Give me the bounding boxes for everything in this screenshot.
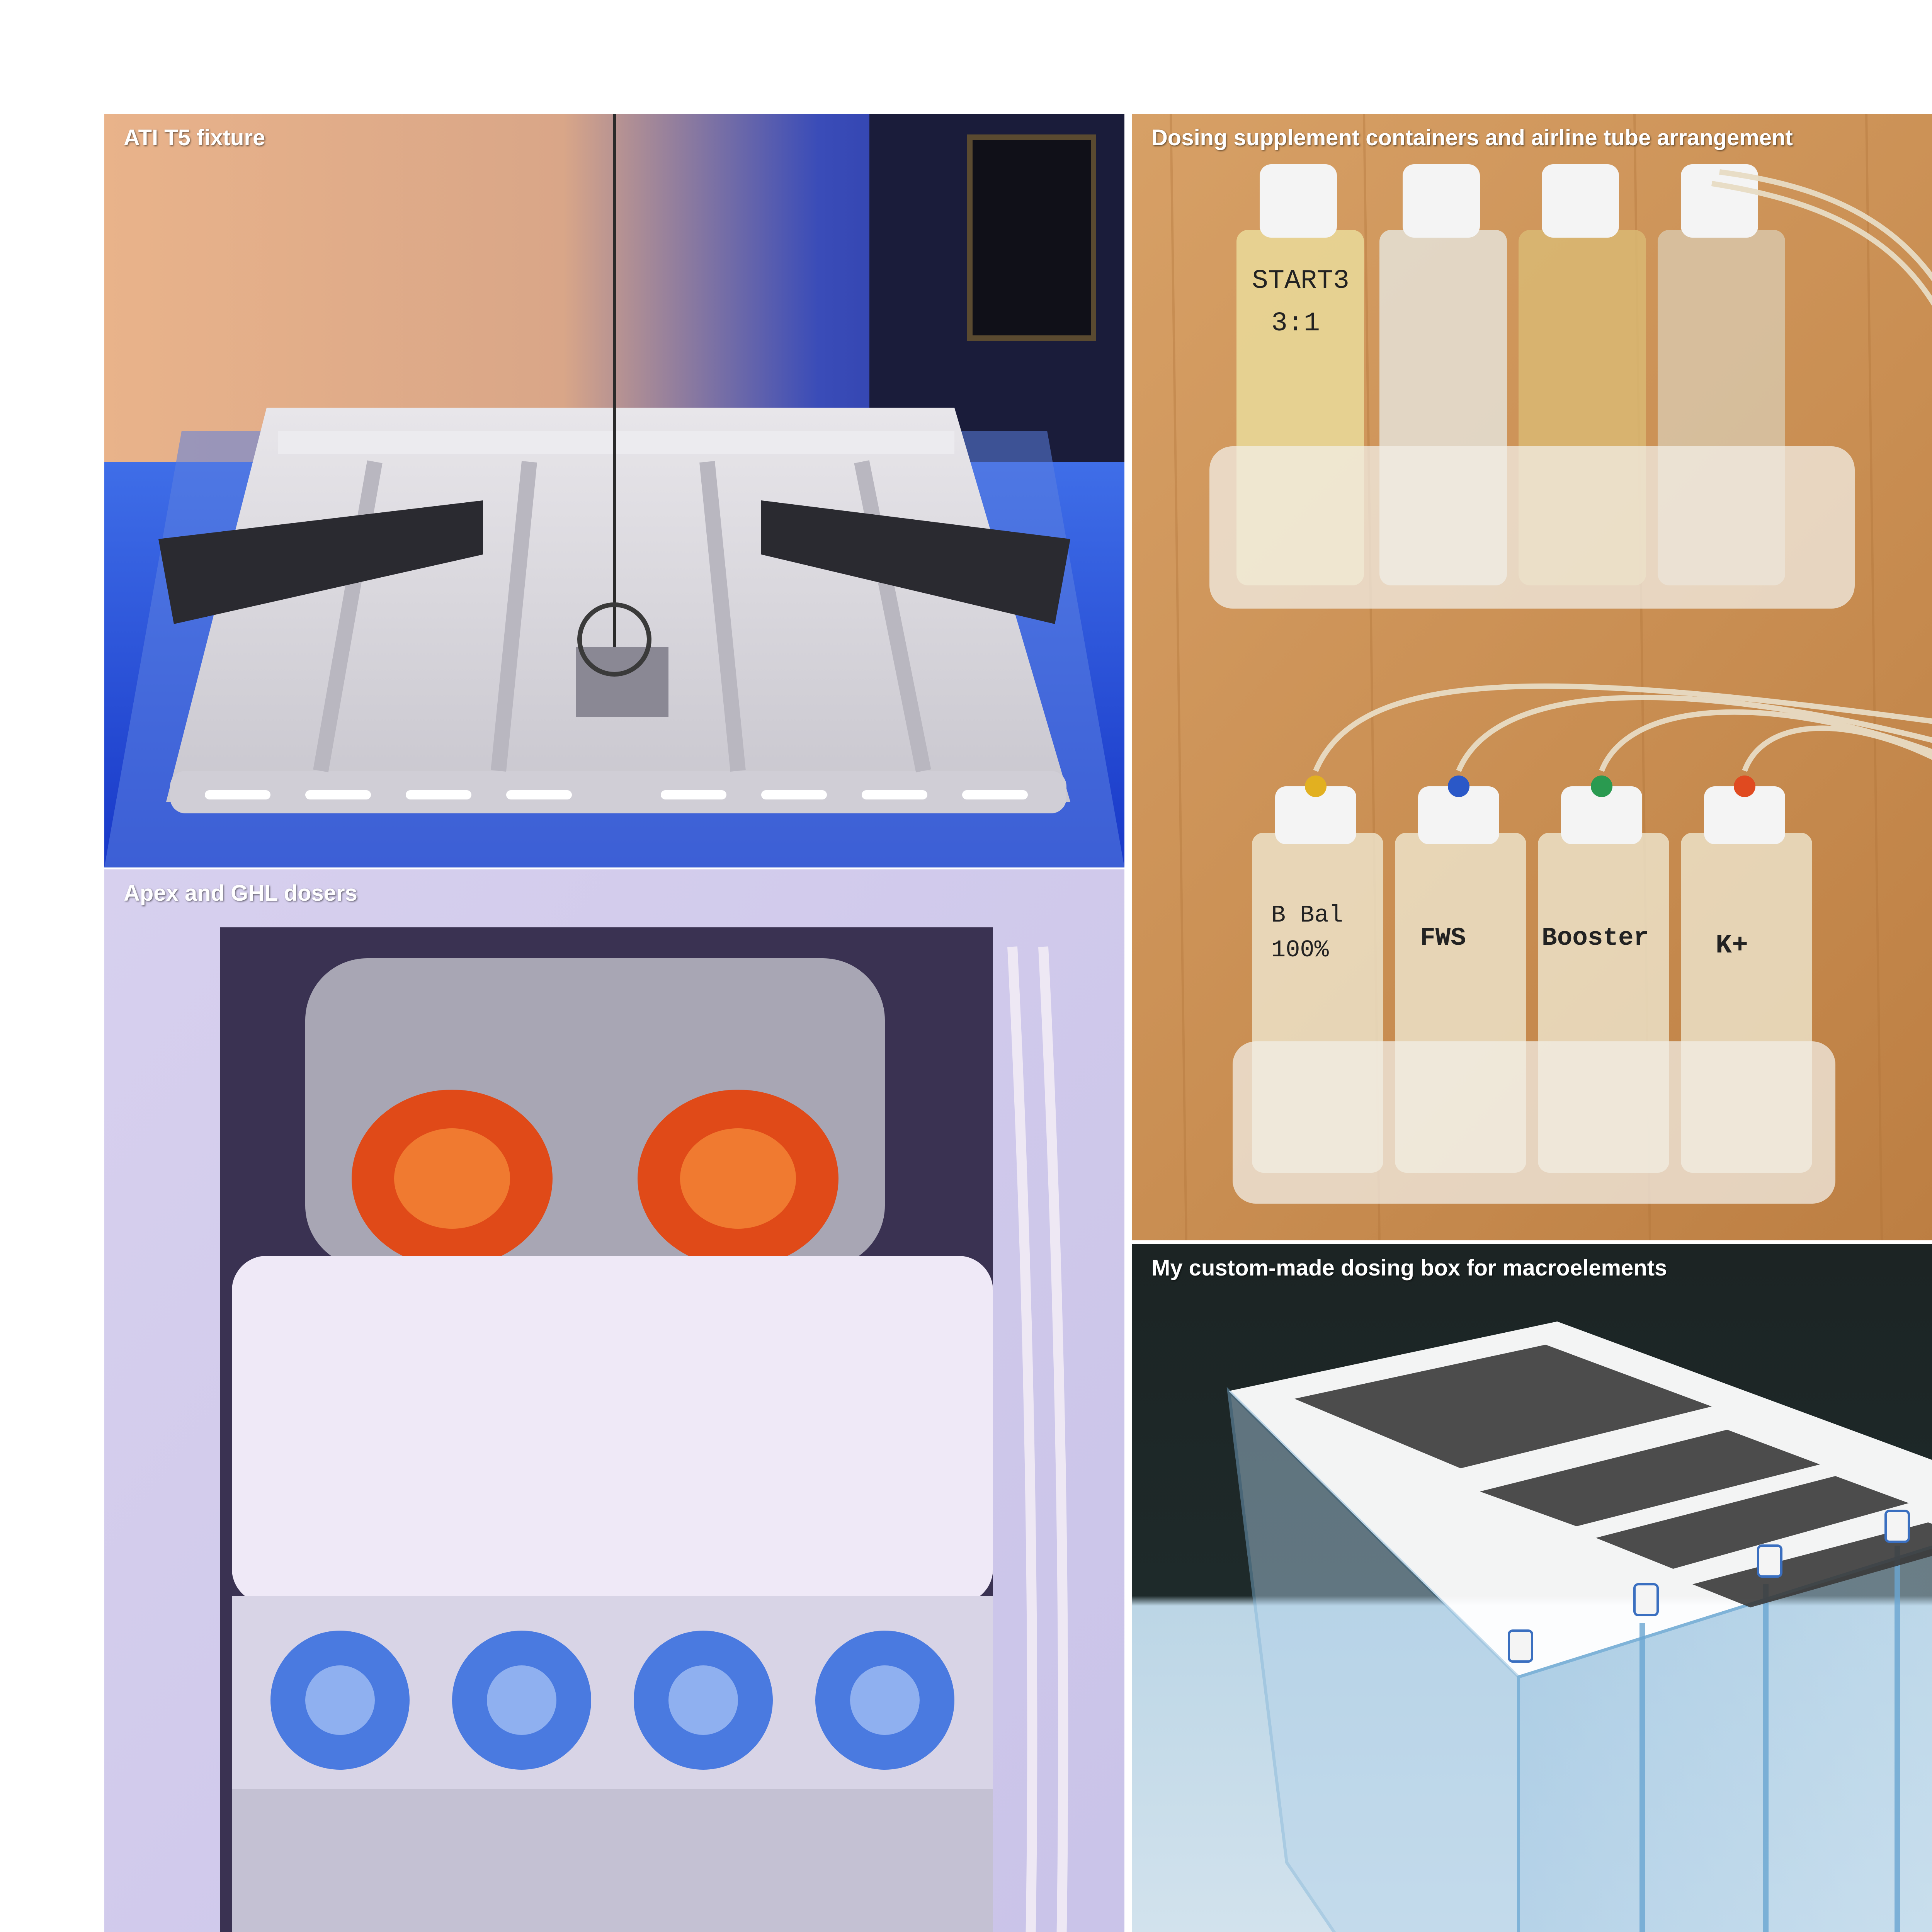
photo-apex-ghl-dosers (104, 869, 1124, 1932)
bottle-label-fws: FWS (1420, 923, 1466, 952)
photo-custom-dosing-box (1132, 1244, 1932, 1932)
bottle-label-start3: START3 (1252, 266, 1350, 296)
bottle-label-kplus: K+ (1716, 930, 1748, 961)
caption-dosing-containers: Dosing supplement containers and airline tube arrangement (1151, 125, 1793, 150)
custom-dosing-box-illustration (1132, 1244, 1932, 1932)
apex-ghl-dosers-illustration (104, 869, 1124, 1932)
caption-ati-t5-fixture: ATI T5 fixture (124, 125, 265, 150)
bottle-label-ratio: 3:1 (1271, 308, 1320, 339)
dosing-containers-illustration (1132, 114, 1932, 1240)
photo-dosing-containers (1132, 114, 1932, 1240)
photo-ati-t5-fixture (104, 114, 1124, 867)
bottle-label-booster: Booster (1542, 923, 1649, 952)
caption-custom-dosing-box: My custom-made dosing box for macroelements (1151, 1255, 1667, 1281)
bottle-label-100pct: 100% (1271, 936, 1329, 964)
ati-fixture-illustration (104, 114, 1124, 867)
bottle-label-bbal: B Bal (1271, 901, 1344, 929)
caption-apex-ghl-dosers: Apex and GHL dosers (124, 881, 357, 906)
